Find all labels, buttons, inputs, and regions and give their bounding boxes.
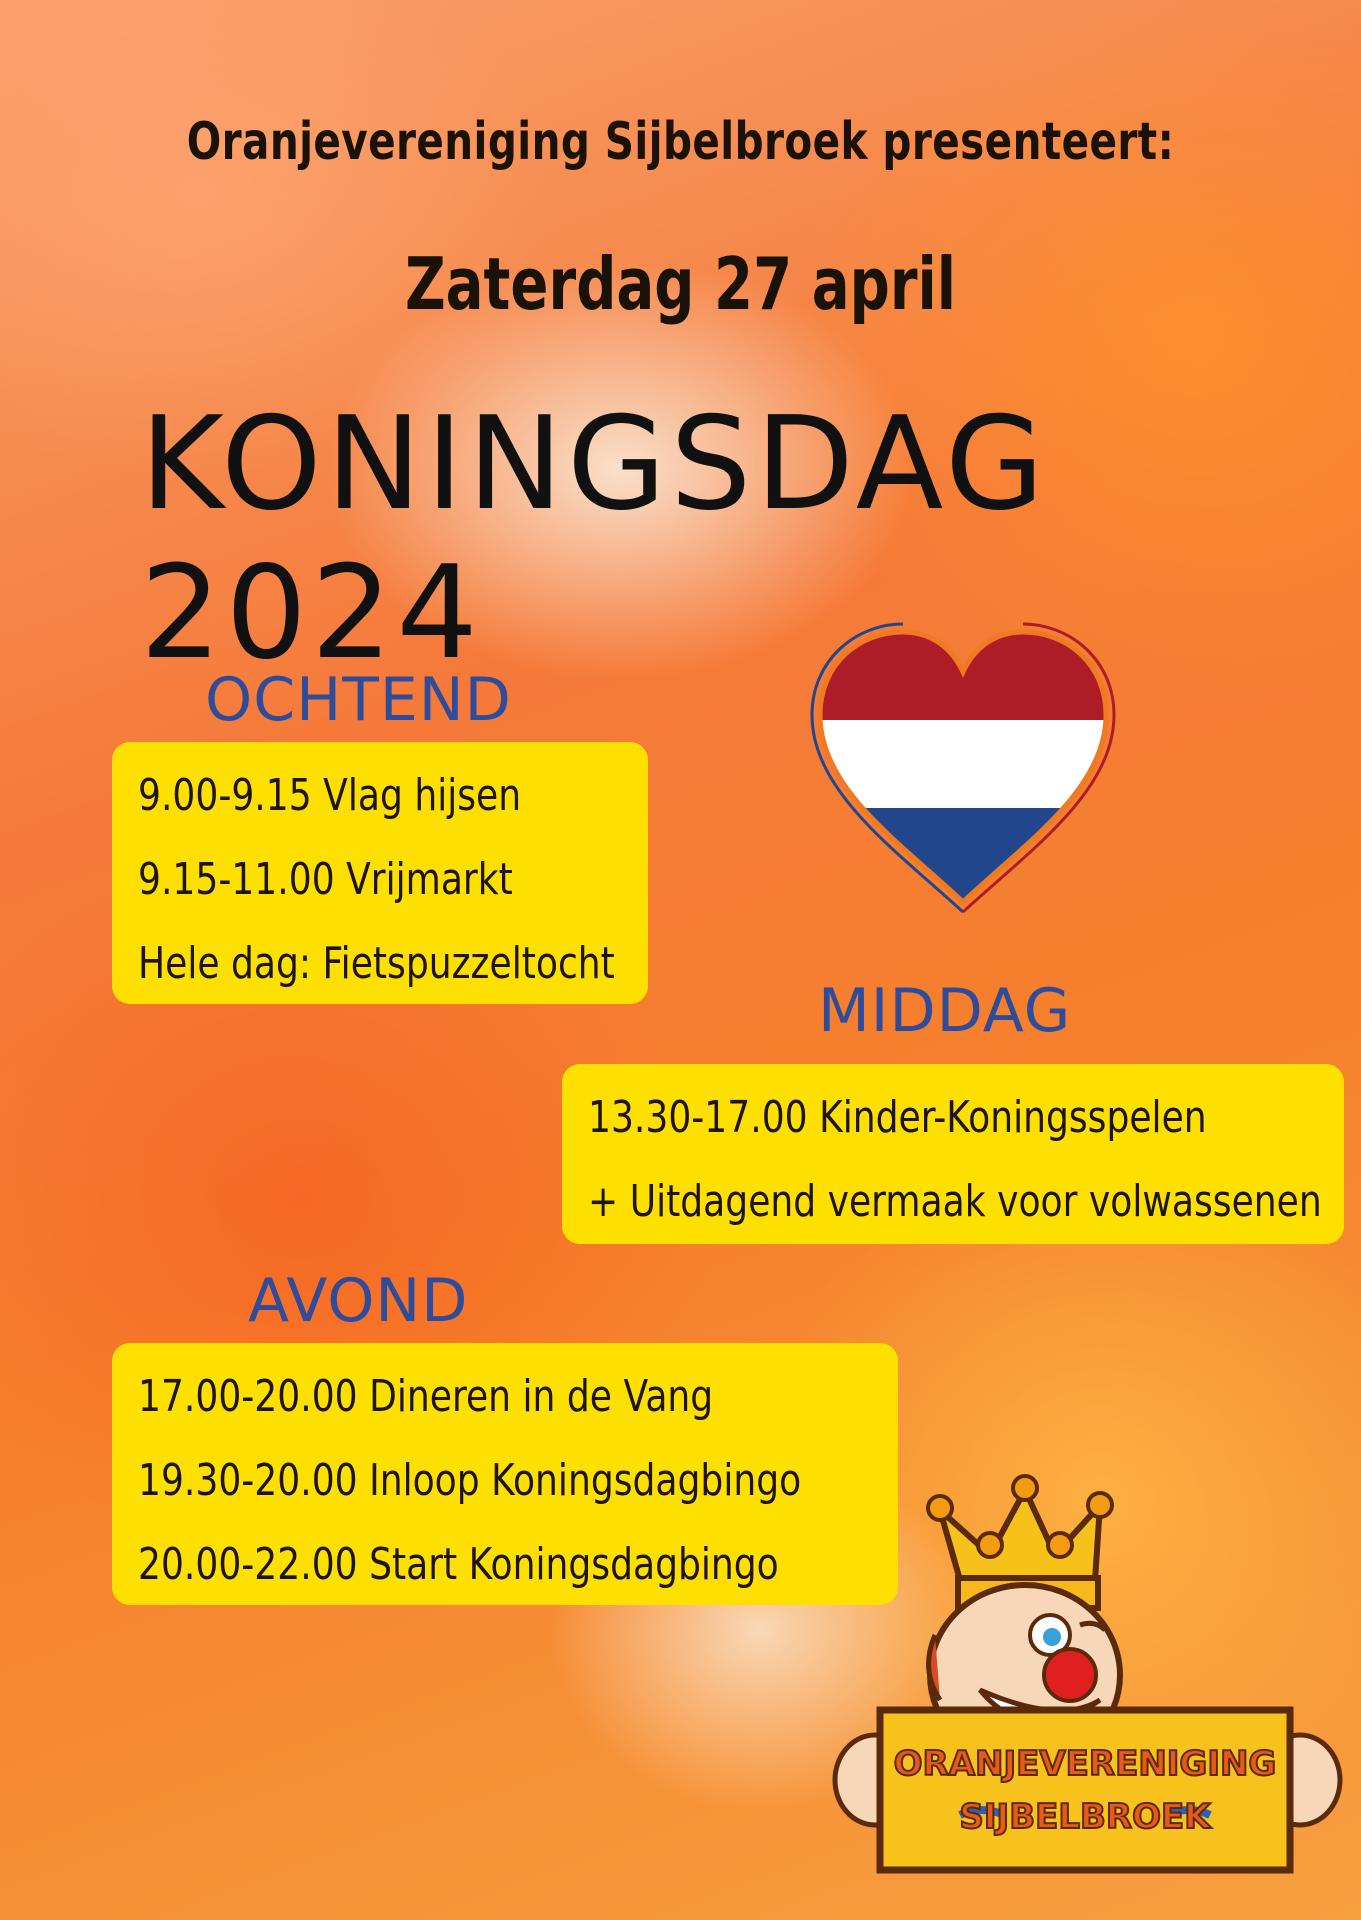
avond-item: 17.00-20.00 Dineren in de Vang [138, 1371, 714, 1422]
event-title: KONINGSDAG 2024 [140, 390, 1049, 688]
event-date: Zaterdag 27 april [404, 242, 957, 326]
presenter-line: Oranjevereniging Sijbelbroek presenteert: [186, 112, 1175, 172]
middag-box [562, 1064, 1344, 1244]
middag-item: + Uitdagend vermaak voor volwassenen [588, 1176, 1322, 1227]
dutch-flag-heart-icon [808, 620, 1118, 920]
avond-box [112, 1343, 898, 1605]
section-label-ochtend: OCHTEND [205, 665, 512, 735]
middag-item: 13.30-17.00 Kinder-Koningsspelen [588, 1092, 1207, 1143]
section-label-avond: AVOND [248, 1266, 469, 1336]
ochtend-box [112, 742, 648, 1004]
logo-text-line2: SIJBELBROEK [959, 1797, 1211, 1837]
ochtend-item: Hele dag: Fietspuzzeltocht [138, 938, 615, 989]
logo-text-line1: ORANJEVERENIGING [893, 1744, 1277, 1784]
ochtend-item: 9.00-9.15 Vlag hijsen [138, 770, 522, 821]
ochtend-item: 9.15-11.00 Vrijmarkt [138, 854, 513, 905]
avond-item: 19.30-20.00 Inloop Koningsdagbingo [138, 1455, 802, 1506]
section-label-middag: MIDDAG [818, 976, 1072, 1046]
oranjevereniging-logo [830, 1460, 1350, 1880]
avond-item: 20.00-22.00 Start Koningsdagbingo [138, 1539, 779, 1590]
